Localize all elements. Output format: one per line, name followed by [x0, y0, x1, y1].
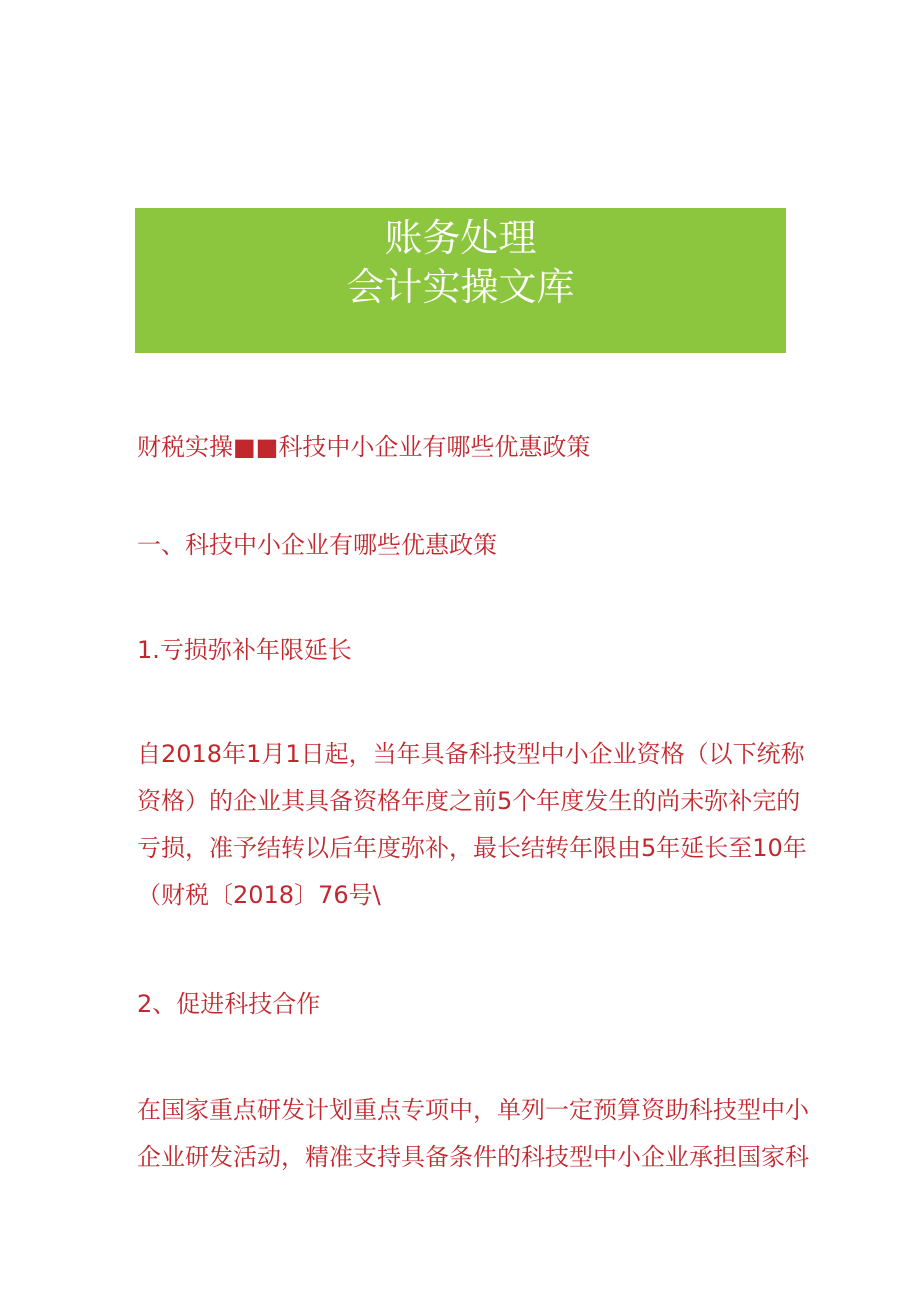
item-paragraph-2	[137, 1087, 809, 1181]
item-heading-2: 2、促进科技合作	[137, 990, 321, 1018]
banner-title-line2: 会计实操文库	[346, 265, 575, 309]
paragraph-line: 资格）的企业其具备资格年度之前5个年度发生的尚未弥补完的	[137, 787, 801, 815]
paragraph-line: （财税〔2018〕76号\	[137, 881, 381, 909]
banner-title-line1: 账务处理	[384, 216, 537, 260]
paragraph-line: 亏损，准予结转以后年度弥补，最长结转年限由5年延长至10年	[137, 834, 807, 862]
paragraph-line: 自2018年1月1日起，当年具备科技型中小企业资格（以下统称	[137, 740, 805, 768]
item-paragraph-1	[137, 731, 807, 919]
document-title: 财税实操■■科技中小企业有哪些优惠政策	[137, 433, 591, 461]
paragraph-line: 在国家重点研发计划重点专项中，单列一定预算资助科技型中小	[137, 1096, 809, 1124]
paragraph-line: 企业研发活动，精准支持具备条件的科技型中小企业承担国家科	[137, 1143, 809, 1171]
item-heading-1: 1.亏损弥补年限延长	[137, 636, 352, 664]
header-banner	[135, 208, 786, 353]
section-heading-1: 一、科技中小企业有哪些优惠政策	[137, 531, 497, 559]
